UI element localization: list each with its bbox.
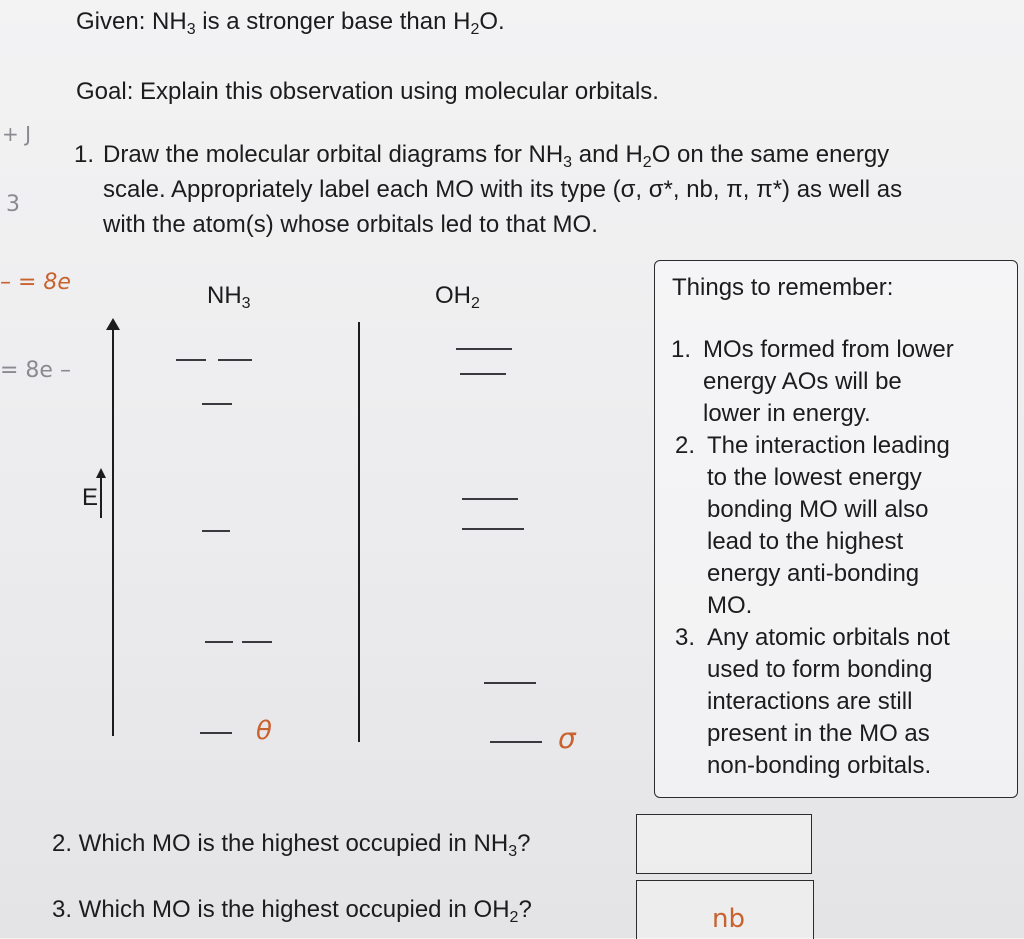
nh3-level-2 — [202, 403, 232, 405]
given-statement: Given: $NH_3$ is a stronger base than $H_2O$. — [76, 8, 505, 38]
nh3-level-3 — [202, 530, 230, 532]
energy-small-arrowhead — [96, 468, 106, 478]
nh3-sigma-mark: θ — [256, 716, 272, 746]
remember-item-2: 2. The interaction leading to the lowest energy bonding MO will also lead to the highest energy anti-bonding MO. — [675, 432, 950, 619]
q3-answer-handwritten: nb — [712, 904, 745, 934]
oh2-level-1 — [456, 348, 512, 350]
q1-line3: with the atom(s) whose orbitals led to that MO. — [103, 211, 598, 238]
oh2-level-3 — [462, 498, 518, 500]
handwritten-8e-top: – = 8e — [0, 270, 71, 295]
q1-line2: scale. Appropriately label each MO with its type (σ, σ*, nb, π, π*) as well as — [103, 176, 903, 203]
oh2-level-bottom — [490, 741, 542, 743]
nh3-level-top-b — [218, 359, 252, 361]
oh2-column-label: $OH_2$ — [435, 282, 480, 312]
oh2-level-4 — [462, 528, 524, 530]
margin-mark-2: 3 — [6, 192, 20, 217]
goal-statement: Goal: Explain this observation using molecular orbitals. — [76, 78, 659, 105]
remember-item-3: 3. Any atomic orbitals not used to form bonding interactions are still present in the MO as non-bonding orbitals. — [675, 624, 950, 779]
nh3-level-4a — [205, 641, 233, 643]
energy-small-arrow — [100, 478, 102, 518]
oh2-level-2 — [460, 373, 506, 375]
nh3-level-bottom — [200, 732, 232, 734]
q1-number: 1. — [74, 141, 95, 168]
remember-item-1: 1. MOs formed from lower energy AOs will be lower in energy. — [671, 336, 954, 427]
column-divider — [358, 322, 360, 742]
remember-title: Things to remember: — [672, 274, 894, 301]
q3-text: 3. Which MO is the highest occupied in $OH_2$? — [52, 896, 532, 926]
nh3-level-top-a — [176, 359, 206, 361]
energy-axis-label: E — [82, 484, 99, 511]
energy-axis-line — [112, 328, 114, 736]
oh2-sigma-mark: σ — [558, 722, 576, 755]
nh3-column-label: $NH_3$ — [207, 282, 251, 312]
q2-text: 2. Which MO is the highest occupied in $NH_3$? — [52, 830, 531, 860]
margin-mark-1: + J — [2, 122, 32, 146]
remember-list — [671, 334, 1011, 782]
q2-answer-box[interactable] — [636, 814, 812, 874]
q1-line1: Draw the molecular orbital diagrams for $NH_3$ and $H_2O$ on the same energy — [103, 141, 890, 171]
oh2-level-5 — [484, 682, 536, 684]
energy-axis-arrowhead — [106, 318, 120, 330]
nh3-level-4b — [242, 641, 272, 643]
handwritten-8e-left: = 8e – — [0, 358, 71, 383]
